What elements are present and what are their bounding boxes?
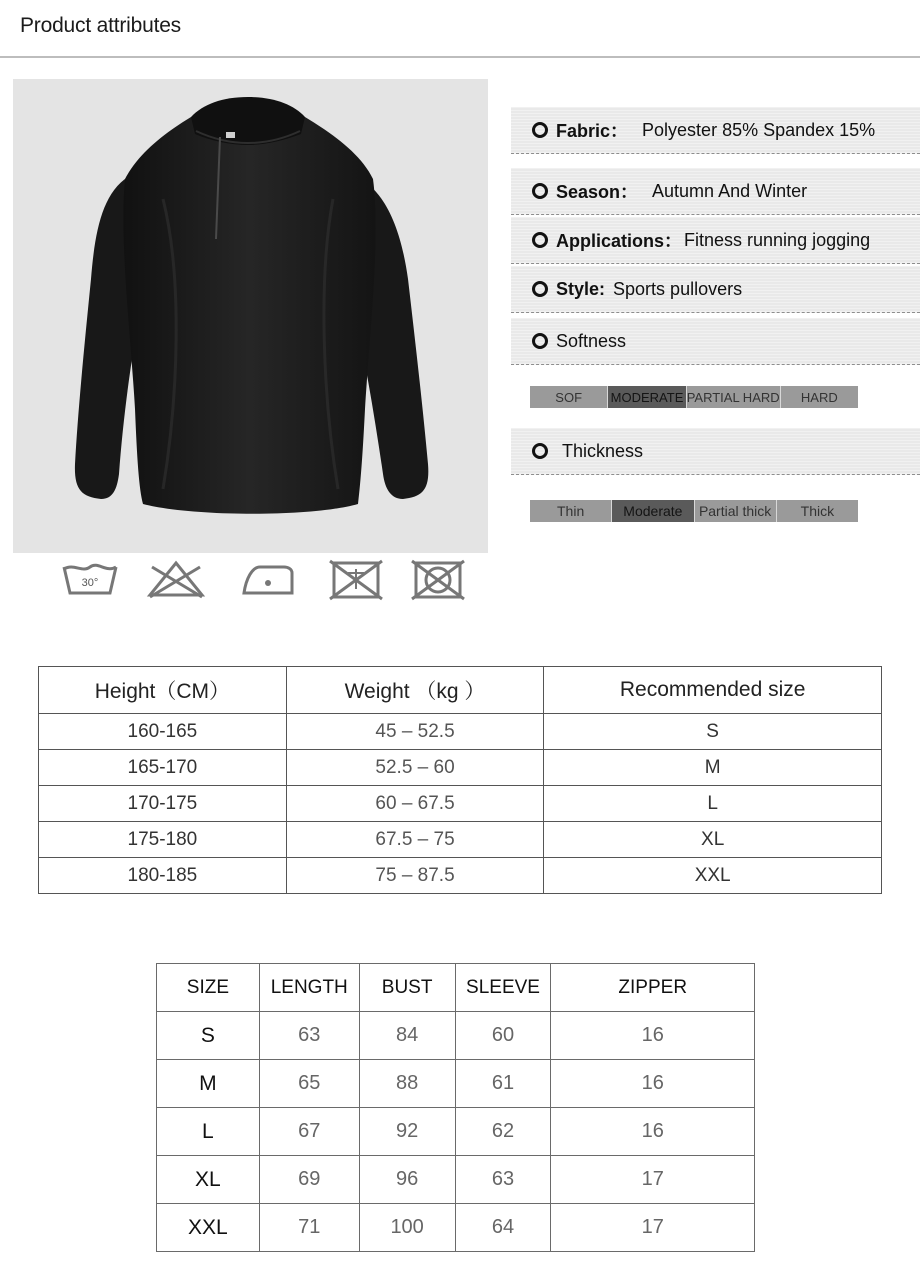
sleeve-header: SLEEVE [455,964,551,1012]
zipper-cell: 16 [551,1108,755,1156]
length-header: LENGTH [259,964,359,1012]
style-label: Style: [556,278,606,299]
wash-30-icon [60,559,120,601]
softness-label: Softness [556,330,627,351]
size-cell: L [544,786,882,822]
table-row [39,714,882,750]
thickness-label: Thickness [562,440,644,461]
length-cell: 69 [259,1156,359,1204]
zipper-cell: 17 [551,1204,755,1252]
table-header-row [39,667,882,714]
header-divider [0,56,920,58]
zipper-cell: 16 [551,1012,755,1060]
season-row [511,168,920,215]
no-dry-clean-icon [408,559,468,601]
iron-low-icon [238,559,298,601]
measurements-table [156,963,755,1252]
height-header: Height（CM） [39,667,287,714]
bust-cell: 92 [359,1108,455,1156]
style-value: Sports pullovers [613,278,743,299]
applications-row [511,217,920,264]
bullet-icon [532,183,548,199]
thickness-option: Thick [777,500,858,522]
applications-label: Applications： [556,231,683,251]
table-row [39,786,882,822]
bust-cell: 96 [359,1156,455,1204]
season-label: Season： [556,182,639,202]
bullet-icon [532,281,548,297]
fabric-label: Fabric： [556,121,629,141]
table-row [157,1108,755,1156]
table-row [157,1060,755,1108]
softness-option: PARTIAL HARD [687,386,781,408]
softness-row [511,318,920,365]
sleeve-cell: 61 [455,1060,551,1108]
table-row [39,822,882,858]
size-header: SIZE [157,964,260,1012]
sleeve-cell: 64 [455,1204,551,1252]
sleeve-cell: 60 [455,1012,551,1060]
fabric-value: Polyester 85% Spandex 15% [642,119,876,140]
weight-cell: 60 – 67.5 [286,786,544,822]
bullet-icon [532,333,548,349]
zipper-header: ZIPPER [551,964,755,1012]
bust-cell: 88 [359,1060,455,1108]
softness-option-selected: MODERATE [608,386,686,408]
product-image [13,79,488,553]
length-cell: 65 [259,1060,359,1108]
table-row [39,750,882,786]
thickness-option: Partial thick [695,500,777,522]
size-cell: XXL [544,858,882,894]
bust-cell: 100 [359,1204,455,1252]
height-cell: 160-165 [39,714,287,750]
sleeve-cell: 63 [455,1156,551,1204]
thickness-row [511,428,920,475]
zipper-cell: 17 [551,1156,755,1204]
bullet-icon [532,122,548,138]
fabric-row [511,107,920,154]
size-cell: M [157,1060,260,1108]
size-cell: XL [544,822,882,858]
softness-option: HARD [781,386,858,408]
recommended-size-header: Recommended size [544,667,882,714]
sleeve-cell: 62 [455,1108,551,1156]
thickness-scale [530,500,858,522]
size-cell: XXL [157,1204,260,1252]
table-header-row [157,964,755,1012]
length-cell: 63 [259,1012,359,1060]
table-row [39,858,882,894]
length-cell: 71 [259,1204,359,1252]
no-bleach-icon [146,559,206,601]
size-cell: XL [157,1156,260,1204]
height-cell: 180-185 [39,858,287,894]
bullet-icon [532,443,548,459]
page-title: Product attributes [20,14,181,37]
weight-cell: 75 – 87.5 [286,858,544,894]
style-row [511,266,920,313]
softness-option: SOF [530,386,608,408]
weight-cell: 52.5 – 60 [286,750,544,786]
table-row [157,1156,755,1204]
weight-header: Weight （kg ） [286,667,544,714]
thickness-option-selected: Moderate [612,500,694,522]
bust-header: BUST [359,964,455,1012]
softness-scale [530,386,858,408]
length-cell: 67 [259,1108,359,1156]
height-cell: 175-180 [39,822,287,858]
season-value: Autumn And Winter [652,180,808,201]
no-tumble-dry-icon [326,559,386,601]
weight-cell: 45 – 52.5 [286,714,544,750]
bullet-icon [532,232,548,248]
size-cell: S [157,1012,260,1060]
size-cell: M [544,750,882,786]
zipper-cell: 16 [551,1060,755,1108]
height-cell: 165-170 [39,750,287,786]
table-row [157,1012,755,1060]
wash-temp-label: 30° [81,577,99,589]
weight-cell: 67.5 – 75 [286,822,544,858]
thickness-option: Thin [530,500,612,522]
size-cell: S [544,714,882,750]
applications-value: Fitness running jogging [684,229,871,250]
table-row [157,1204,755,1252]
size-cell: L [157,1108,260,1156]
height-cell: 170-175 [39,786,287,822]
bust-cell: 84 [359,1012,455,1060]
size-recommendation-table [38,666,882,894]
